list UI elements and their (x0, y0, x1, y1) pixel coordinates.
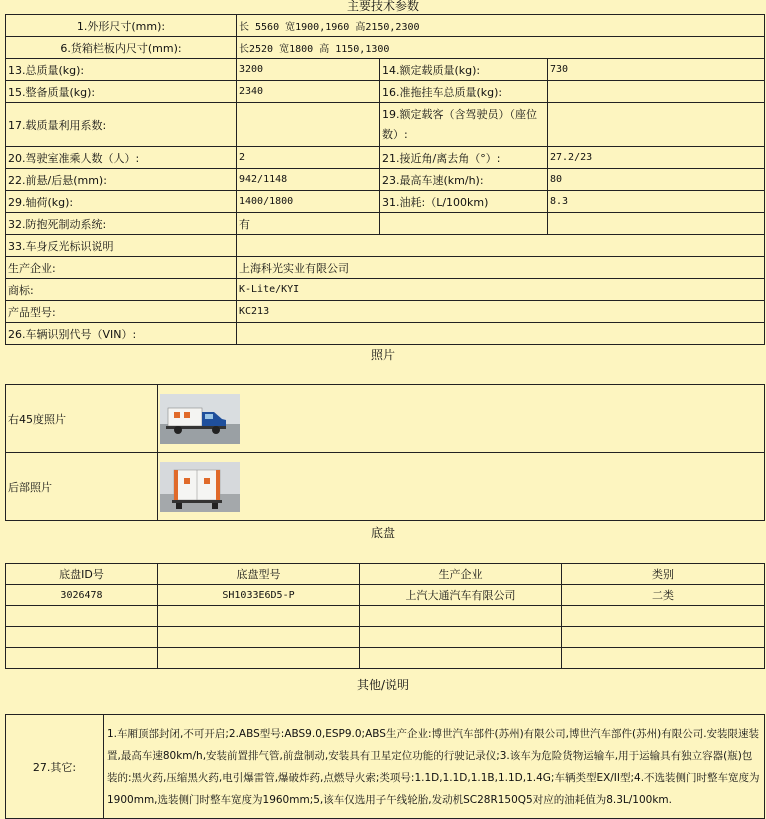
chassis-title: 底盘 (370, 526, 395, 540)
chassis-cell (6, 648, 158, 669)
chassis-cell: 二类 (562, 585, 765, 606)
chassis-cell (158, 606, 360, 627)
spec-label: 26.车辆识别代号（VIN）: (6, 323, 237, 345)
chassis-cell (360, 627, 562, 648)
photo-label: 后部照片 (6, 453, 158, 521)
spec-label: 1.外形尺寸(mm): (6, 15, 237, 37)
chassis-header: 类别 (562, 564, 765, 585)
spec-label: 31.油耗:（L/100km) (380, 191, 548, 213)
chassis-cell (562, 648, 765, 669)
chassis-header: 底盘型号 (158, 564, 360, 585)
spec-value: 3200 (237, 59, 380, 81)
spec-label: 29.轴荷(kg): (6, 191, 237, 213)
chassis-cell: 上汽大通汽车有限公司 (360, 585, 562, 606)
spec-label: 33.车身反光标识说明 (6, 235, 237, 257)
brand-value: K-Lite/KYI (237, 279, 765, 301)
chassis-cell (158, 648, 360, 669)
spec-label: 14.额定载质量(kg): (380, 59, 548, 81)
vin-value (237, 323, 765, 345)
spec-label: 17.载质量利用系数: (6, 103, 237, 147)
photo-table (5, 384, 765, 521)
spec-value: 942/1148 (237, 169, 380, 191)
spec-label: 13.总质量(kg): (6, 59, 237, 81)
spec-label: 32.防抱死制动系统: (6, 213, 237, 235)
other-title: 其他/说明 (356, 678, 410, 692)
model-value: KC213 (237, 301, 765, 323)
chassis-cell (562, 606, 765, 627)
spec-label: 16.准拖挂车总质量(kg): (380, 81, 548, 103)
spec-label: 生产企业: (6, 257, 237, 279)
chassis-cell: 3026478 (6, 585, 158, 606)
manufacturer-value: 上海科光实业有限公司 (237, 257, 765, 279)
other-table (5, 714, 765, 819)
main-title: 主要技术参数 (346, 0, 419, 13)
chassis-table (5, 563, 765, 669)
chassis-cell (360, 606, 562, 627)
spec-label: 6.货箱栏板内尺寸(mm): (6, 37, 237, 59)
photos-title: 照片 (370, 348, 395, 362)
spec-value: 730 (548, 59, 765, 81)
chassis-cell (6, 627, 158, 648)
other-label: 27.其它: (6, 715, 104, 819)
spec-label: 15.整备质量(kg): (6, 81, 237, 103)
chassis-cell (360, 648, 562, 669)
spec-value (237, 235, 765, 257)
photo-label: 右45度照片 (6, 385, 158, 453)
truck-rear-photo[interactable] (160, 462, 240, 512)
spec-value (548, 213, 765, 235)
spec-label: 19.额定载客（含驾驶员）（座位数）: (380, 103, 548, 147)
other-text: 1.车厢顶部封闭,不可开启;2.ABS型号:ABS9.0,ESP9.0;ABS生产企业:博世汽车部件(苏州)有限公司,博世汽车部件(苏州)有限公司.安装限速装置,最高车速80km/h,安装前置排气管,前盘制动,安装具有卫星定位功能的行驶记录仪;3.该车为危险货物运输车,用于运输具有独立容器(瓶)包装的:黑火药,压缩黑火药,电引爆雷管,爆破炸药,点燃导火索;类项号:1.1D,1.1D,1.1B,1.1D,1.4G;车辆类型EX/II型;4.不选装侧门时整车宽度为1900mm,选装侧门时整车宽度为1960mm;5,该车仅选用子午线轮胎,发动机SC28R150Q5对应的油耗值为8.3L/100km. (104, 715, 765, 819)
spec-label: 商标: (6, 279, 237, 301)
spec-value (237, 103, 380, 147)
spec-value: 有 (237, 213, 380, 235)
spec-table (5, 14, 765, 345)
spec-value: 长2520 宽1800 高 1150,1300 (237, 37, 765, 59)
chassis-cell (158, 627, 360, 648)
spec-value: 2340 (237, 81, 380, 103)
spec-label: 22.前悬/后悬(mm): (6, 169, 237, 191)
chassis-cell (6, 606, 158, 627)
chassis-header: 生产企业 (360, 564, 562, 585)
truck-side-photo[interactable] (160, 394, 240, 444)
spec-value: 2 (237, 147, 380, 169)
spec-label: 21.接近角/离去角（°）: (380, 147, 548, 169)
chassis-header: 底盘ID号 (6, 564, 158, 585)
spec-value (548, 103, 765, 147)
spec-value: 80 (548, 169, 765, 191)
spec-value: 1400/1800 (237, 191, 380, 213)
spec-value (548, 81, 765, 103)
spec-value: 长 5560 宽1900,1960 高2150,2300 (237, 15, 765, 37)
spec-label: 23.最高车速(km/h): (380, 169, 548, 191)
spec-label: 产品型号: (6, 301, 237, 323)
spec-value: 8.3 (548, 191, 765, 213)
spec-label (380, 213, 548, 235)
spec-value: 27.2/23 (548, 147, 765, 169)
chassis-cell (562, 627, 765, 648)
spec-label: 20.驾驶室准乘人数（人）: (6, 147, 237, 169)
chassis-cell: SH1033E6D5-P (158, 585, 360, 606)
